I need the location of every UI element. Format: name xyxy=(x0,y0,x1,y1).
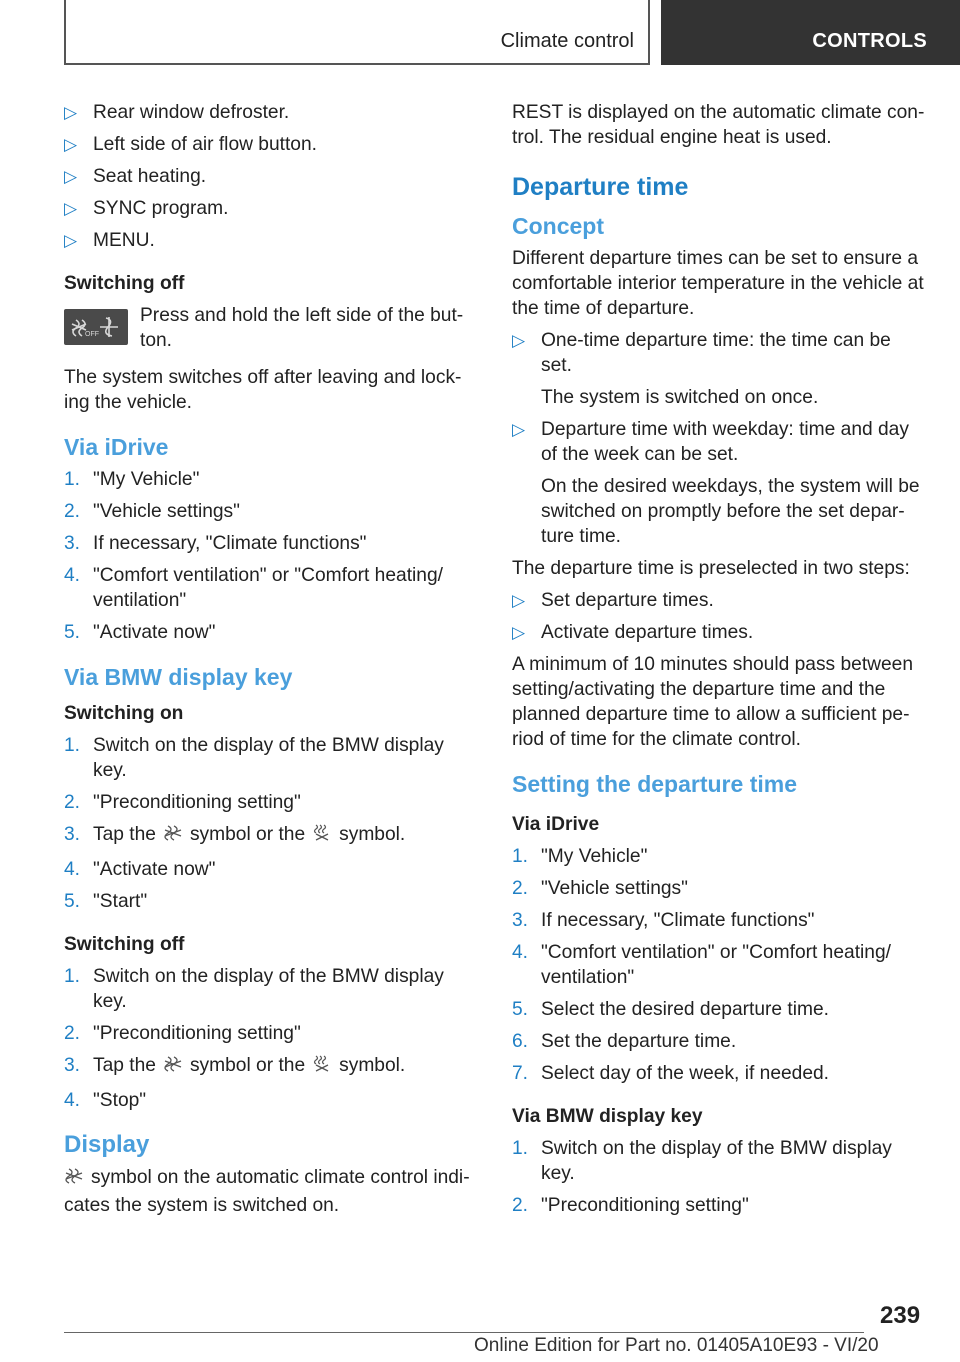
triangle-bullet-icon: ▷ xyxy=(64,199,78,218)
list-item: 4. "Stop" xyxy=(64,1090,147,1111)
list-item: 2. "Preconditioning setting" xyxy=(64,1023,301,1044)
setting-idrive-steps xyxy=(512,844,926,1086)
right-column xyxy=(512,100,926,1225)
subheading-switching-off-2: Switching off xyxy=(64,934,185,955)
triangle-bullet-icon: ▷ xyxy=(64,135,78,154)
bullet-list xyxy=(64,100,474,253)
list-item: 4. "Comfort ventilation" or "Comfort heating/ ventilation" xyxy=(512,942,891,988)
subheading-via-display-key: Via BMW display key xyxy=(512,1106,703,1127)
triangle-bullet-icon: ▷ xyxy=(512,331,526,350)
list-item: 1. "My Vehicle" xyxy=(512,846,648,867)
press-hold-text: Press and hold the left side of the but‐ton. xyxy=(140,305,464,351)
list-item: 6. Set the departure time. xyxy=(512,1031,737,1052)
heading-via-display-key: Via BMW display key xyxy=(64,664,293,690)
header-section-title: Climate control xyxy=(500,30,634,52)
subheading-switching-off: Switching off xyxy=(64,273,185,294)
rest-paragraph: REST is displayed on the automatic climate con‐trol. The residual engine heat is used. xyxy=(512,102,925,148)
subheading-via-idrive: Via iDrive xyxy=(512,814,600,835)
page-number: 239 xyxy=(880,1302,921,1329)
list-item: ▷ One-time departure time: the time can be set. The system is switched on once. xyxy=(512,330,891,408)
concept-list xyxy=(512,328,926,549)
switching-off-steps xyxy=(64,964,474,1113)
list-item: 2. "Vehicle settings" xyxy=(512,878,688,899)
ventilation-symbol-icon xyxy=(163,823,183,850)
heading-via-idrive: Via iDrive xyxy=(64,434,169,460)
list-item: ▷ Departure time with weekday: time and day of the week can be set. On the desired weekdays, the system will be switched on promptly before the set depar‐ture time. xyxy=(512,419,920,547)
header-chapter-box xyxy=(661,0,960,65)
list-item: ▷ Activate departure times. xyxy=(512,622,754,643)
list-item: 1. Switch on the display of the BMW display key. xyxy=(64,735,444,781)
list-item: ▷ Left side of air flow button. xyxy=(64,134,317,155)
list-item: 1. "My Vehicle" xyxy=(64,469,200,490)
idrive-steps xyxy=(64,467,474,645)
list-item: 3. If necessary, "Climate functions" xyxy=(64,533,367,554)
heading-concept: Concept xyxy=(512,213,604,239)
heating-symbol-icon xyxy=(312,1054,332,1081)
triangle-bullet-icon: ▷ xyxy=(512,420,526,439)
auto-off-paragraph: The system switches off after leaving and lock‐ing the vehicle. xyxy=(64,367,462,413)
display-paragraph: symbol on the automatic climate control indi‐cates the system is switched on. xyxy=(64,1167,470,1216)
triangle-bullet-icon: ▷ xyxy=(64,231,78,250)
switching-on-steps xyxy=(64,733,474,914)
concept-paragraph: Different departure times can be set to ensure a comfortable interior temperature in the vehicle at the time of departure. xyxy=(512,248,924,319)
list-item: 1. Switch on the display of the BMW display key. xyxy=(512,1138,892,1184)
preselect-paragraph: The departure time is preselected in two steps: xyxy=(512,558,910,579)
preselect-list xyxy=(512,588,926,645)
header-chapter-title: CONTROLS xyxy=(812,30,927,52)
list-item: ▷ Rear window defroster. xyxy=(64,102,290,123)
list-item: 4. "Activate now" xyxy=(64,859,216,880)
svg-text:OFF: OFF xyxy=(85,331,99,338)
fan-off-button-icon xyxy=(64,309,128,345)
list-item: 5. Select the desired departure time. xyxy=(512,999,829,1020)
subheading-switching-on: Switching on xyxy=(64,703,184,724)
ventilation-symbol-icon xyxy=(64,1166,84,1193)
ventilation-symbol-icon xyxy=(163,1054,183,1081)
list-item: ▷ Set departure times. xyxy=(512,590,714,611)
list-item: ▷ SYNC program. xyxy=(64,198,229,219)
triangle-bullet-icon: ▷ xyxy=(64,167,78,186)
list-item: 1. Switch on the display of the BMW display key. xyxy=(64,966,444,1012)
list-item: ▷ MENU. xyxy=(64,230,155,251)
list-item: 2. "Preconditioning setting" xyxy=(64,792,301,813)
left-column xyxy=(64,100,474,1225)
heading-display: Display xyxy=(64,1131,150,1158)
list-item: 5. "Start" xyxy=(64,891,148,912)
footer-divider xyxy=(64,1332,864,1333)
heading-departure-time: Departure time xyxy=(512,173,689,201)
list-item: 4. "Comfort ventilation" or "Comfort heating/ ventilation" xyxy=(64,565,443,611)
triangle-bullet-icon: ▷ xyxy=(512,591,526,610)
setting-key-steps xyxy=(512,1136,926,1218)
press-hold-row xyxy=(64,303,474,353)
list-item: 5. "Activate now" xyxy=(64,622,216,643)
triangle-bullet-icon: ▷ xyxy=(64,103,78,122)
heading-setting-departure: Setting the departure time xyxy=(512,771,797,797)
heating-symbol-icon xyxy=(312,823,332,850)
list-item: 3. If necessary, "Climate functions" xyxy=(512,910,815,931)
list-item: 3. Tap the symbol or the symbol. xyxy=(64,1053,474,1081)
list-item: ▷ Seat heating. xyxy=(64,166,207,187)
footer-edition: Online Edition for Part no. 01405A10E93 - VI/20 xyxy=(474,1335,879,1356)
header-section-box xyxy=(64,0,650,65)
list-item: 2. "Vehicle settings" xyxy=(64,501,240,522)
minimum-paragraph: A minimum of 10 minutes should pass between setting/activating the departure time and the planned departure time to allow a sufficient pe‐riod of time for the climate control. xyxy=(512,654,914,750)
triangle-bullet-icon: ▷ xyxy=(512,623,526,642)
list-item: 3. Tap the symbol or the symbol. xyxy=(64,822,474,850)
list-item: 7. Select day of the week, if needed. xyxy=(512,1063,829,1084)
list-item: 2. "Preconditioning setting" xyxy=(512,1195,749,1216)
